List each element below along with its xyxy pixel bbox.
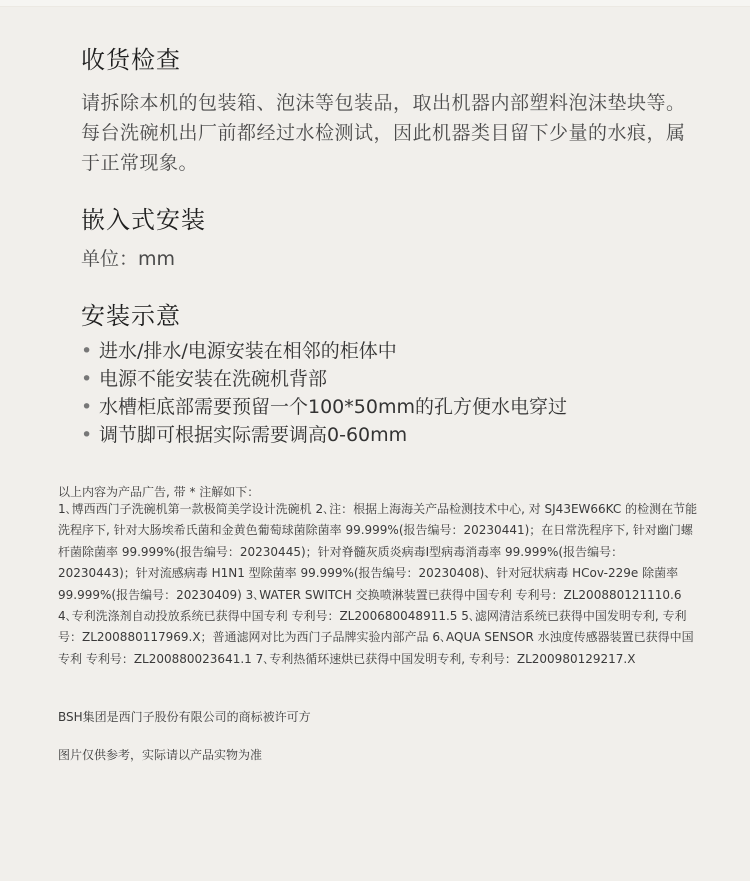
receiving-check-text: 请拆除本机的包装箱、泡沫等包装品，取出机器内部塑料泡沫垫块等。每台洗碗机出厂前都经过水检测试，因此机器类目留下少量的水痕，属于正常现象。 — [81, 92, 686, 174]
list-item: • 水槽柜底部需要预留一个100*50mm的孔方便水电穿过 — [81, 393, 567, 421]
list-item: • 调节脚可根据实际需要调高0-60mm — [81, 421, 567, 449]
trademark-notice: BSH集团是西门子股份有限公司的商标被许可方 — [58, 710, 311, 724]
bullet-icon: • — [81, 396, 93, 418]
footnote-intro: 以上内容为产品广告, 带 * 注解如下： — [58, 485, 260, 499]
footnote-text: 1､博西西门子洗碗机第一款极简美学设计洗碗机 2､注：根据上海海关产品检测技术中心, 对 SJ43EW66KC 的检测在节能洗程序下, 针对大肠埃希氏菌和金黄色葡萄球菌除菌率 99.999%(报告编号：20230441)；在日常洗程序下, 针对幽门螺杆菌除菌率 99.999%(报告编号：20230445)；针对脊髓灰质炎病毒I型病毒消毒率 99.999%(报告编号：20230443)；针对流感病毒 H1N1 型除菌率 99.999%(报告编号：20230408)、针对冠状病毒 HCov-229e 除菌率 99.999%(报告编号：20230409) 3､WATER SWITCH 交换喷淋装置已获得中国专利 专利号：ZL200880121110.6 4､专利洗涤剂自动投放系统已获得中国专利 专利号：ZL200680048911.5 5､滤网清洁系统已获得中国发明专利, 专利号：ZL200880117969.X；普通滤网对比为西门子品牌实验内部产品 6､AQUA SENSOR 水浊度传感器装置已获得中国专利 专利号：ZL200880023641.1 7､专利热循环速烘已获得中国发明专利, 专利号：ZL200980129217.X — [58, 502, 698, 666]
list-item: • 进水/排水/电源安装在相邻的柜体中 — [81, 337, 567, 365]
bullet-icon: • — [81, 424, 93, 446]
top-divider — [0, 0, 750, 7]
receiving-check-title: 收货检查 — [81, 46, 181, 74]
install-notes-list — [81, 337, 567, 449]
built-in-install-title: 嵌入式安装 — [81, 206, 206, 234]
unit-label: 单位：mm — [81, 248, 176, 270]
bullet-icon: • — [81, 368, 93, 390]
list-item: • 电源不能安装在洗碗机背部 — [81, 365, 567, 393]
disclaimer-notice: 图片仅供参考，实际请以产品实物为准 — [58, 748, 263, 762]
bullet-icon: • — [81, 340, 93, 362]
install-diagram-title: 安装示意 — [81, 302, 181, 330]
